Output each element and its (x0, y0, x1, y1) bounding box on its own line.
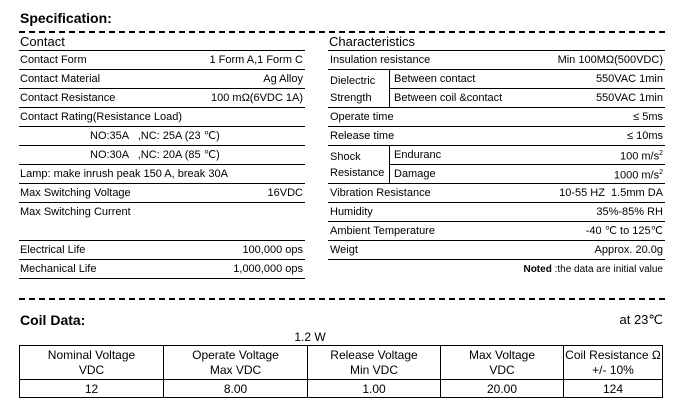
spec-title: Specification: (20, 10, 112, 26)
release-voltage-header: Release Voltage Min VDC (308, 346, 441, 380)
shock-endurance-value: 100 $m/s^2$ (619, 150, 663, 163)
shock-divider (389, 146, 390, 183)
top-dashed-divider (19, 31, 665, 33)
initial-value-note: Noted :the data are initial value (523, 264, 663, 275)
right-rule (328, 221, 665, 222)
coil-resistance-value: 124 (564, 380, 663, 398)
max-voltage-label: Max Switching Voltage (20, 187, 131, 199)
dielectric-contact-value: 550VAC 1min (595, 73, 663, 85)
left-rule (19, 88, 305, 89)
coil-power: 1.2 W (294, 330, 326, 344)
vibration-label: Vibration Resistance (330, 187, 431, 199)
max-voltage-value: 20.00 (441, 380, 564, 398)
right-rule (328, 183, 665, 184)
shock-endurance-label: Enduranc (394, 149, 442, 161)
right-rule (328, 145, 665, 146)
insulation-label: Insulation resistance (330, 54, 431, 66)
weight-value: Approx. 20.0g (594, 244, 663, 256)
contact-resistance-value: 100 mΩ(6VDC 1A) (211, 92, 303, 104)
left-rule (19, 183, 305, 184)
right-rule-sub (390, 164, 665, 165)
coil-value-row (20, 380, 663, 398)
release-time-value: ≤ 10ms (627, 130, 663, 142)
left-rule (19, 202, 305, 203)
lamp-rating: Lamp: make inrush peak 150 A, break 30A (20, 168, 228, 180)
electrical-life-label: Electrical Life (20, 244, 86, 256)
nominal-voltage-value: 12 (20, 380, 164, 398)
left-rule (19, 240, 305, 241)
vibration-value: 10-55 HZ 1.5mm DA (559, 187, 663, 199)
contact-header: Contact (20, 34, 65, 49)
contact-form-value: 1 Form A,1 Form C (209, 54, 303, 66)
contact-material-label: Contact Material (20, 73, 101, 85)
mechanical-life-label: Mechanical Life (20, 263, 97, 275)
coil-temperature: at 23℃ (619, 312, 663, 327)
release-time-label: Release time (330, 130, 395, 142)
coil-title: Coil Data: (20, 312, 86, 328)
contact-material-value: Ag Alloy (263, 73, 303, 85)
max-current-label: Max Switching Current (20, 206, 131, 218)
coil-data-table (19, 345, 663, 398)
dielectric-divider (389, 70, 390, 107)
left-rule (19, 164, 305, 165)
left-rule (19, 107, 305, 108)
contact-form-label: Contact Form (20, 54, 87, 66)
shock-label-2: Resistance (330, 167, 385, 179)
right-rule (328, 126, 665, 127)
humidity-label: Humidity (330, 206, 373, 218)
operate-voltage-header: Operate Voltage Max VDC (164, 346, 308, 380)
shock-damage-value: 1000 $m/s^2$ (613, 169, 663, 182)
right-rule-sub (390, 88, 665, 89)
dielectric-label-2: Strength (330, 92, 372, 104)
ambient-temp-value: -40 ℃ to 125℃ (585, 225, 663, 237)
left-rule (19, 145, 305, 146)
contact-rating-line2: NO:30A ,NC: 20A (85 ℃) (90, 149, 220, 161)
left-rule (19, 69, 305, 70)
dielectric-label: Dielectric (330, 75, 376, 87)
coil-dashed-divider (19, 298, 665, 300)
operate-voltage-value: 8.00 (164, 380, 308, 398)
dielectric-between-contact: Between contact (394, 73, 476, 85)
right-rule (328, 259, 665, 260)
shock-damage-label: Damage (394, 168, 436, 180)
right-rule-header (328, 50, 665, 51)
superscript-2: 2 (659, 169, 663, 176)
left-rule (19, 259, 305, 260)
dielectric-between-coil: Between coil &contact (394, 92, 503, 104)
contact-rating-label: Contact Rating(Resistance Load) (20, 111, 183, 123)
right-rule (328, 107, 665, 108)
left-rule (19, 126, 305, 127)
left-rule-header (19, 50, 305, 51)
superscript-2: 2 (659, 150, 663, 157)
operate-time-label: Operate time (330, 111, 394, 123)
right-rule (328, 69, 665, 70)
mechanical-life-value: 1,000,000 ops (233, 263, 303, 275)
humidity-value: 35%-85% RH (596, 206, 663, 218)
contact-rating-line1: NO:35A ,NC: 25A (23 ℃) (90, 130, 220, 142)
max-voltage-value: 16VDC (267, 187, 303, 199)
insulation-value: Min 100MΩ(500VDC) (557, 54, 663, 66)
release-voltage-value: 1.00 (308, 380, 441, 398)
ambient-temp-label: Ambient Temperature (330, 225, 435, 237)
weight-label: Weigt (330, 244, 358, 256)
shock-label: Shock (330, 151, 361, 163)
operate-time-value: ≤ 5ms (633, 111, 663, 123)
left-rule (19, 278, 305, 279)
contact-resistance-label: Contact Resistance (20, 92, 116, 104)
coil-resistance-header: Coil Resistance Ω +/- 10% (564, 346, 663, 380)
dielectric-coil-value: 550VAC 1min (595, 92, 663, 104)
nominal-voltage-header: Nominal Voltage VDC (20, 346, 164, 380)
coil-header-row (20, 346, 663, 380)
electrical-life-value: 100,000 ops (242, 244, 303, 256)
max-voltage-header: Max Voltage VDC (441, 346, 564, 380)
right-rule (328, 202, 665, 203)
characteristics-header: Characteristics (329, 34, 415, 49)
right-rule (328, 240, 665, 241)
